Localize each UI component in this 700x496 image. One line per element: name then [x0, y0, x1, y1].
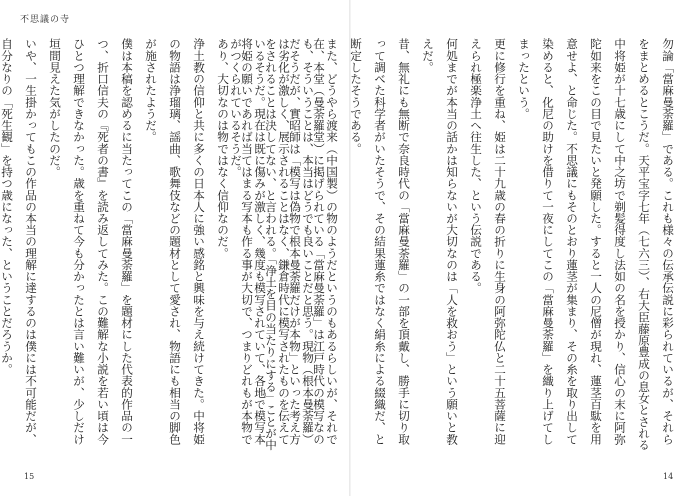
- paragraph: いや、一生掛かってもこの作品の本当の理解に達するのは僕には不可能だが、自分なりの「死生観」を持つ歳になった、ということだろうか。: [0, 38, 38, 445]
- page-number-left: 15: [24, 472, 35, 481]
- paragraph: 勿論「當麻曼荼羅」である。これも様々の伝承伝説に彩られているが、それらをまとめるとこうだ。天平宝字七年（七六三）、右大臣藤原豊成の息女とされる中将姫が十七歳にして中之坊で剃髪得度し法如の名を授かり、信心の末に阿弥陀如来をこの目で見たいと発願した。すると一人の尼僧が現れ、蓮茎百駄を用意せよ、と命じた。不思議にもそのとおり蓮茎が集まり、その糸を取り出して染めると、化尼の助けを借りて一夜にしてこの「當麻曼荼羅」を織り上げてしまったという。: [517, 38, 675, 451]
- paragraph: また、どうやら渡来（中国製）の物のようだというのもあるらしいが、それでも、そういうことは、本当はどうでも良いことだと思う。現物（根本曼荼羅）は劣化が激しく、展示されることはなく、鎌倉時代に模写されたものを伝えているそうだ。現在は既に傷みが激しく、幾度も模写されていて、各地で模写本がつくられているそうだ。: [229, 38, 339, 445]
- running-head: 不思議の寺: [20, 15, 71, 25]
- paragraph: 僕は本稿を認めるに当たってこの「當麻曼荼羅」を題材にした代表的作品の一つ、折口信夫の『死者の書』を読み返してみた。この難解な小説を若い頃は今ひとつ理解できなかった。歳を重ねて今も分かったとは言い難いが、少しだけ垣間見えた気がしたのだ。: [48, 38, 134, 445]
- paragraph: 在、本堂（曼荼羅堂）に掲げられている「當麻曼荼羅」は江戸時代の模写なのだそうだが、實昭師は「模写は偽物で根本曼荼羅だけが本物」といった考え方をされることは決してない、と言われる。「浄土を目の当たりにする」ことが中将姫の願いであれば当てはまる写本も作る事が大切で、つまりどれもが本物であり、大切なのは物ではなく信仰なのだ。: [216, 38, 326, 451]
- paragraph: 昔、無礼にも無断で奈良時代の「當麻曼荼羅」の一部を頂戴し、勝手に切り取って調べた科学者がいたそうで、その結果蓮糸ではなく絹糸による綴織だ、と断定したそうである。: [349, 38, 411, 445]
- paragraph: 更に修行を重ね、姫は二十九歳の春の折りに生身の阿弥陀仏と二十五菩薩に迎えられ極楽浄土へ往生した、という伝説である。: [469, 38, 507, 445]
- page-number-right: 14: [663, 472, 674, 481]
- paragraph: 浄土教の信仰と共に多くの日本人に強い感銘と興味を与え続けてきた。中将姫の物語は浄瑠璃、謡曲、歌舞伎などの題材として愛され、物語にも相当の脚色が施されたようだ。: [144, 38, 206, 445]
- paragraph: 何処までが本当の話かは知らないが大切なのは「人を救おう」という願いと教えだ。: [421, 38, 459, 445]
